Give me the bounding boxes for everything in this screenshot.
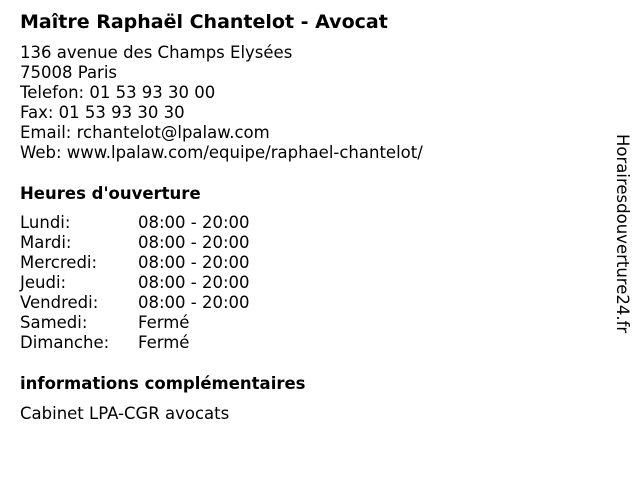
contact-block [20, 43, 423, 163]
hours-day: Dimanche: [20, 333, 110, 352]
address-street: 136 avenue des Champs Elysées [20, 43, 293, 62]
hours-day: Mardi: [20, 233, 72, 252]
hours-day: Mercredi: [20, 253, 98, 272]
opening-hours-table [20, 213, 250, 353]
hours-row-monday [20, 213, 250, 233]
hours-time: Fermé [138, 313, 190, 332]
address-city: 75008 Paris [20, 63, 118, 82]
page-title: Maître Raphaël Chantelot - Avocat [20, 11, 388, 33]
hours-time: 08:00 - 20:00 [138, 213, 250, 232]
hours-row-sunday [20, 333, 250, 353]
site-watermark: Horairesdouverture24.fr [613, 134, 632, 334]
website-link[interactable]: Web: www.lpalaw.com/equipe/raphael-chantelot/ [20, 143, 423, 162]
additional-info-text: Cabinet LPA-CGR avocats [20, 404, 230, 423]
hours-row-friday [20, 293, 250, 313]
hours-row-thursday [20, 273, 250, 293]
hours-time: Fermé [138, 333, 190, 352]
hours-time: 08:00 - 20:00 [138, 293, 250, 312]
email-link[interactable]: Email: rchantelot@lpalaw.com [20, 123, 270, 142]
hours-row-saturday [20, 313, 250, 333]
hours-time: 08:00 - 20:00 [138, 233, 250, 252]
hours-day: Jeudi: [20, 273, 67, 292]
hours-time: 08:00 - 20:00 [138, 253, 250, 272]
hours-day: Lundi: [20, 213, 71, 232]
phone-number[interactable]: Telefon: 01 53 93 30 00 [20, 83, 216, 102]
additional-info-heading: informations complémentaires [20, 374, 306, 393]
hours-day: Vendredi: [20, 293, 99, 312]
hours-day: Samedi: [20, 313, 88, 332]
fax-number: Fax: 01 53 93 30 30 [20, 103, 185, 122]
hours-row-tuesday [20, 233, 250, 253]
opening-hours-heading: Heures d'ouverture [20, 184, 201, 203]
hours-time: 08:00 - 20:00 [138, 273, 250, 292]
hours-row-wednesday [20, 253, 250, 273]
